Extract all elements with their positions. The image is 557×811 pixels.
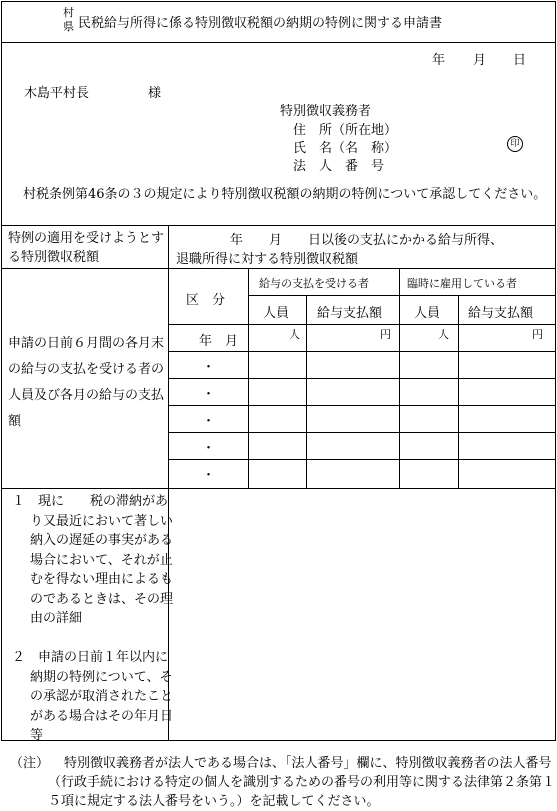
- col-amount-a: 給与支払額: [317, 306, 383, 321]
- footnote-label: （注）: [10, 756, 50, 771]
- obligor-corp-no-label: 法 人 番 号: [293, 159, 385, 174]
- date-month: 月: [473, 53, 487, 68]
- col-kubun-header: 区 分: [186, 293, 226, 308]
- row-dot-1: ・: [202, 360, 216, 375]
- title-divider: [2, 42, 555, 43]
- row3-item-2: ２ 申請の日前１年以内に納期の特例について、その承認が取消されたことがある場合はその年月日等: [12, 650, 174, 743]
- footnote-text: 特別徴収義務者が法人である場合は、「法人番号」欄に、特別徴収義務者の法人番号（行政手続における特定の個人を識別するための番号の利用等に関する法律第２条第１５項に規定する法人番号をいう。）を記載してください。: [48, 756, 556, 809]
- addressee-honorific: 様: [148, 86, 162, 101]
- row1-top-line: [2, 225, 555, 226]
- unit-yen-a: 円: [380, 328, 391, 341]
- row-dot-5: ・: [202, 468, 216, 483]
- unit-person-b: 人: [438, 328, 449, 341]
- row2-top-line: [2, 268, 555, 269]
- row-dot-3: ・: [202, 414, 216, 429]
- row1-label: 特例の適用を受けようとする特別徴収税額: [8, 231, 165, 265]
- form-title: 民税給与所得に係る特別徴収税額の納期の特例に関する申請書: [78, 16, 443, 31]
- unit-yen-b: 円: [532, 328, 543, 341]
- col-amount-b: 給与支払額: [468, 306, 534, 321]
- footnote: [10, 754, 556, 809]
- row2-label: 申請の日前６月間の各月末の給与の支払を受ける者の人員及び各月の給与の支払額: [8, 336, 165, 429]
- row1-divider: [168, 225, 169, 268]
- title-prefix-upper: 村: [63, 6, 74, 19]
- row-line-5: [168, 459, 555, 460]
- unit-person-a: 人: [289, 328, 300, 341]
- date-year: 年: [432, 53, 446, 68]
- obligor-name-label: 氏 名（名 称）: [293, 141, 398, 156]
- col-persons-b: 人員: [414, 306, 441, 321]
- obligor-address-label: 住 所（所在地）: [293, 123, 398, 138]
- col-persons-a: 人員: [263, 306, 290, 321]
- row3-item-1: １ 現に 税の滞納があり又最近において著しい納入の遅延の事実がある場合において、それが止むを得ない理由によるものであるときは、その理由の詳細: [12, 494, 174, 626]
- row-dot-4: ・: [202, 441, 216, 456]
- row-line-4: [168, 432, 555, 433]
- row1-value-line1: 年 月 日以後の支払にかかる給与所得、: [230, 233, 504, 248]
- row-line-2: [168, 378, 555, 379]
- application-form: [1, 1, 556, 741]
- group-b-header: 臨時に雇用している者: [407, 277, 517, 290]
- date-day: 日: [513, 53, 527, 68]
- statement-text: 村税条例第46条の３の規定により特別徴収税額の納期の特例について承認してください。: [23, 187, 547, 202]
- addressee-name: 木島平村長: [24, 86, 90, 101]
- first-row-label: 年 月: [199, 334, 239, 349]
- row-line-1: [168, 351, 555, 352]
- header-bottom-line: [168, 324, 555, 325]
- row-line-3: [168, 405, 555, 406]
- row-dot-2: ・: [202, 387, 216, 402]
- row3-top-line: [2, 488, 555, 489]
- obligor-heading: 特別徴収義務者: [280, 104, 372, 119]
- header-mid-line: [248, 295, 555, 296]
- title-prefix-lower: 県: [63, 20, 74, 33]
- seal-mark: 印: [507, 136, 523, 152]
- row1-value-line2: 退職所得に対する特別徴収税額: [176, 252, 359, 267]
- group-a-header: 給与の支払を受ける者: [259, 277, 369, 290]
